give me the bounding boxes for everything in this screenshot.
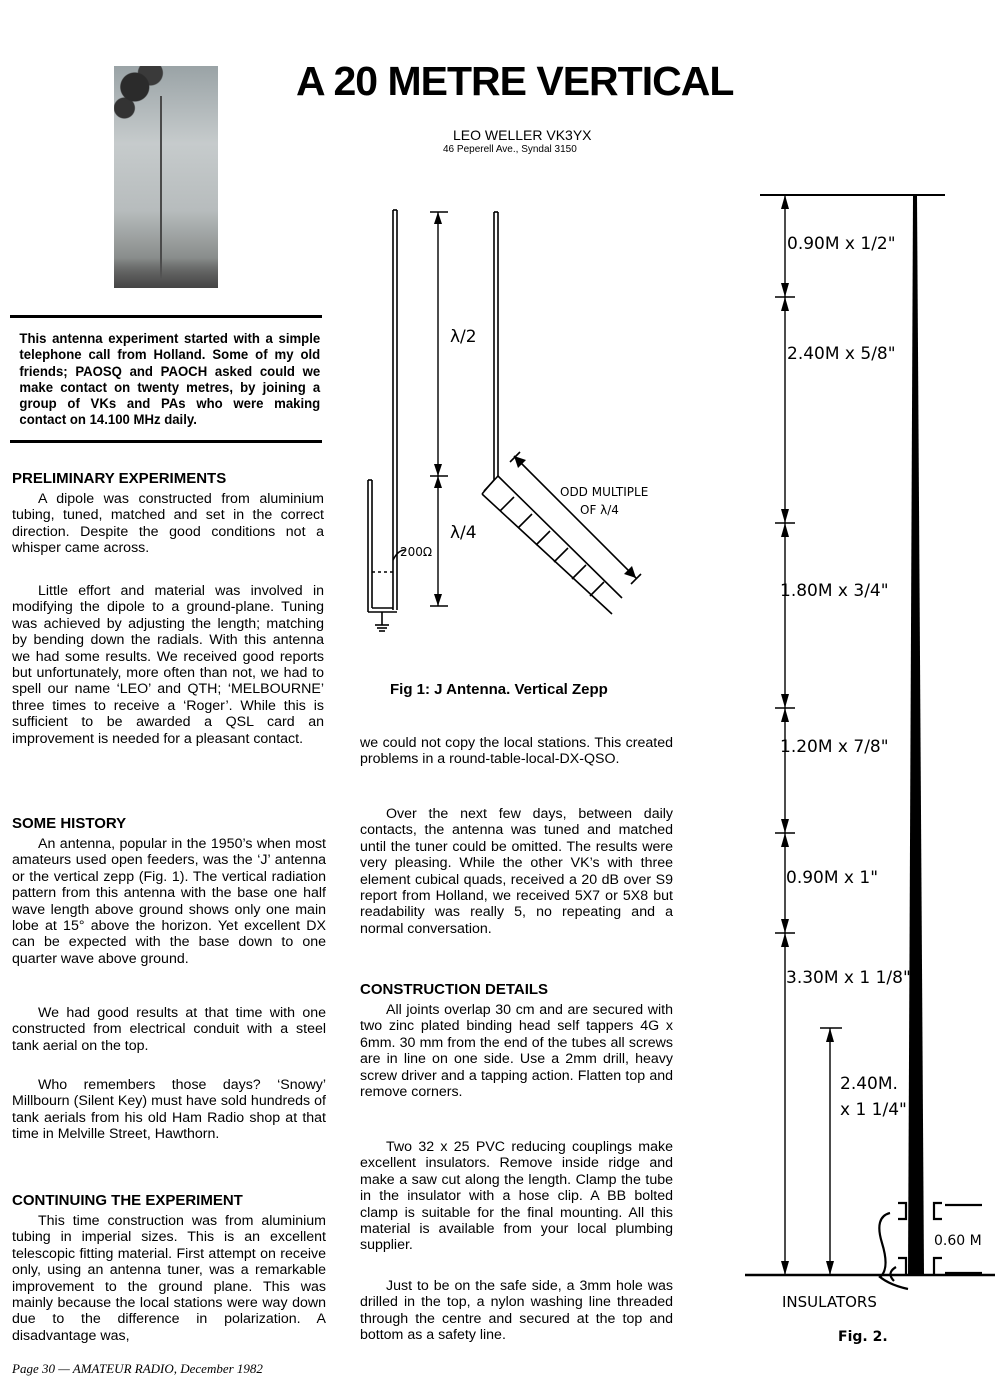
fig2-caption: Fig. 2. [838,1329,888,1345]
heading-preliminary: PRELIMINARY EXPERIMENTS [12,470,227,487]
col1-block-3 [12,836,326,967]
fig1-quarter-wave: λ/4 [450,523,477,543]
col1-block-4 [12,1005,326,1054]
fig2-insulators-label: INSULATORS [782,1293,877,1311]
col2-block-2 [360,806,673,937]
prelim-paragraph-2: Little effort and material was involved in modifying the dipole to a ground-plane. Tuning was achieved by adjusting the length; matching by bending down the radials. With this antenna we had some results. We received good reports but unfortunately, more often than not, we had to spell our name ‘LEO’ and QTH; ‘MELBOURNE’ three times to receive a ‘Roger’. While this is sufficient to be awarded a QSL card an improvement is needed for a pleasant contact. [12,583,324,747]
construction-paragraph-1: All joints overlap 30 cm and are secured with two zinc plated binding head self tappers 4G x 6mm. 30 mm from the end of the tubes all screws are in line on one side. Use a 2mm drill, heavy screw driver and a tapping action. Flatten top and remove corners. [360,1002,673,1101]
col2-paragraph-2: Over the next few days, between daily contacts, the antenna was tuned and matched until the tuner could be omitted. The results were very pleasing. While the other VK’s with three element cubical quads, received a 20 dB over S9 report from Holland, we received 5X7 or 5X8 but readability was really 5, no repeating and a normal conversation. [360,806,673,937]
fig2-base-line-1: 2.40M. [840,1074,898,1094]
history-paragraph-3: Who remembers those days? ‘Snowy’ Millbourn (Silent Key) must have sold hundreds of tank aerials from his old Ham Radio shop at that time in Melville Street, Hawthorn. [12,1077,326,1143]
col1-block-5 [12,1077,326,1143]
photo-leaves [114,66,218,136]
fig2-segment-1: 0.90M x 1/2" [787,234,896,254]
heading-continuing: CONTINUING THE EXPERIMENT [12,1192,243,1209]
fig1-of-quarter: OF λ/4 [580,503,619,517]
col2-paragraph-1: we could not copy the local stations. This created problems in a round-table-local-DX-QSO. [360,735,673,768]
construction-paragraph-3: Just to be on the safe side, a 3mm hole was drilled in the top, a nylon washing line threaded through the centre and secured at the top and bottom as a safety line. [360,1278,673,1344]
photo-trees [114,258,218,288]
intro-box [10,315,322,443]
fig2-insulator-gap: 0.60 M [934,1233,982,1249]
history-paragraph-1: An antenna, popular in the 1950’s when most amateurs used open feeders, was the ‘J’ antenna or the vertical zepp (Fig. 1). The vertical radiation pattern from this antenna with the base one half wave length above ground shows only one main lobe at 15° above the horizon. Yet excellent DX can be expected with the base down to one quarter wave above ground. [12,836,326,967]
fig1-diagram [350,200,680,640]
continuing-paragraph-1: This time construction was from aluminium tubing in imperial sizes. This is an excellent telescopic fitting material. First attempt on receive only, using an antenna tuner, was a remarkable improvement to the ground plane. This was mainly because the local stations were way down due to the difference in polarization. A disadvantage was, [12,1213,326,1344]
heading-history: SOME HISTORY [12,815,127,832]
heading-construction: CONSTRUCTION DETAILS [360,981,549,998]
col2-block-3 [360,1002,673,1100]
fig1-half-wave: λ/2 [450,327,477,347]
col1-block-6 [12,1213,326,1344]
page-footer: Page 30 — AMATEUR RADIO, December 1982 [12,1361,263,1376]
fig2-diagram [740,185,1000,1345]
fig1-caption: Fig 1: J Antenna. Vertical Zepp [390,681,608,698]
fig2-base-line-2: x 1 1/4" [840,1100,907,1120]
intro-text: This antenna experiment started with a simple telephone call from Holland. Some of my old friends; PAOSQ and PAOCH asked could we make contact on twenty metres, by joining a group of VKs and PAs who were making contact on 14.100 MHz daily. [19,330,321,428]
antenna-photo [114,66,218,288]
fig2-segment-3: 1.80M x 3/4" [780,581,889,601]
fig2-segment-4: 1.20M x 7/8" [780,737,889,757]
author-address: 46 Peperell Ave., Syndal 3150 [443,144,577,155]
fig2-segment-6: 3.30M x 1 1/8" [786,968,911,988]
col2-block-4 [360,1139,673,1254]
col2-block-5 [360,1278,673,1344]
fig1-impedance: 200Ω [400,545,433,559]
page-title: A 20 METRE VERTICAL [296,58,734,104]
fig2-segment-5: 0.90M x 1" [786,868,879,888]
fig2-segment-2: 2.40M x 5/8" [787,344,896,364]
col1-block-2 [12,583,324,747]
prelim-paragraph-1: A dipole was constructed from aluminium tubing, tuned, matched and set in the correct direction. Despite the good conditions not a whisper came across. [12,491,324,557]
history-paragraph-2: We had good results at that time with one constructed from electrical conduit with a steel tank aerial on the top. [12,1005,326,1054]
author-name: LEO WELLER VK3YX [453,127,592,143]
construction-paragraph-2: Two 32 x 25 PVC reducing couplings make excellent insulators. Remove inside ridge and make a saw cut along the length. Clamp the tube in the insulator with a hose clip. A BB bolted clamp is suitable for the final mounting. All this material is available from your local plumbing supplier. [360,1139,673,1254]
col1-block-1 [12,491,324,557]
fig1-odd-multiple: ODD MULTIPLE [560,485,649,499]
col2-block-1 [360,735,673,768]
fig2-mast [908,195,924,1275]
